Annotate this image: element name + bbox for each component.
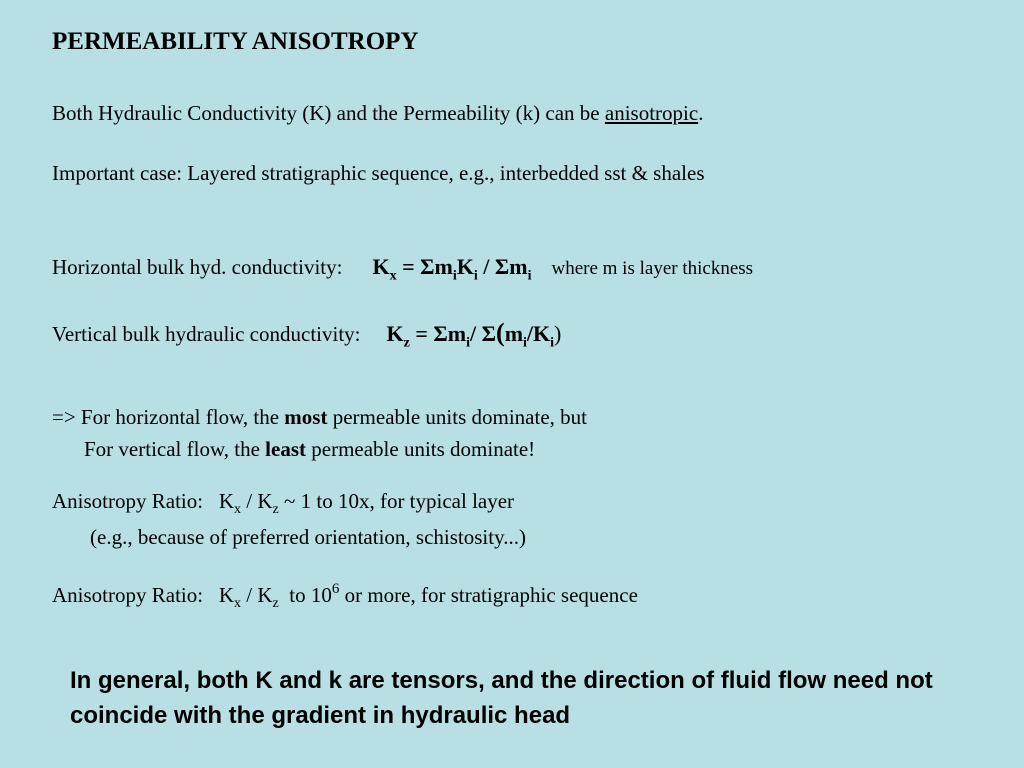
page-title: PERMEABILITY ANISOTROPY	[52, 28, 419, 55]
vertical-flow-line: For vertical flow, the least permeable units dominate!	[84, 437, 536, 461]
orientation-note: (e.g., because of preferred orientation, schistosity...)	[90, 525, 526, 549]
horizontal-formula: $K_x = \Sigma m_iK_i / \Sigma m_i$	[372, 254, 532, 284]
important-case-line: Important case: Layered stratigraphic sequence, e.g., interbedded sst & shales	[52, 161, 705, 185]
vertical-label: Vertical bulk hydraulic conductivity:	[52, 322, 361, 346]
anisotropic-term: anisotropic	[604, 101, 699, 125]
intro-line	[52, 101, 703, 126]
horizontal-conductivity-line	[52, 254, 753, 284]
most-emphasis: most	[284, 405, 328, 429]
anisotropy-ratio-sequence: Anisotropy Ratio: $K_x / K_z$ to $10^6$ or more, for stratigraphic sequence	[52, 581, 638, 612]
layer-thickness-note: where m is layer thickness	[551, 258, 754, 279]
intro-suffix: .	[698, 101, 704, 125]
intro-text: Both Hydraulic Conductivity (K) and the Permeability (k) can be	[52, 101, 605, 125]
anisotropy-ratio-layer: Anisotropy Ratio: $K_x / K_z$ ~ 1 to 10x, for typical layer	[52, 489, 515, 518]
vertical-formula: $K_z = \Sigma m_i/$ $\Sigma(m_i/K_i)$	[386, 318, 562, 351]
vertical-conductivity-line	[52, 318, 561, 351]
horizontal-label: Horizontal bulk hyd. conductivity:	[52, 255, 343, 279]
horizontal-flow-line: => For horizontal flow, the most permeable units dominate, but	[52, 405, 587, 429]
tensor-statement: In general, both K and k are tensors, and the direction of fluid flow need not coincide with the gradient in hydraulic head	[70, 667, 933, 729]
least-emphasis: least	[265, 437, 306, 461]
